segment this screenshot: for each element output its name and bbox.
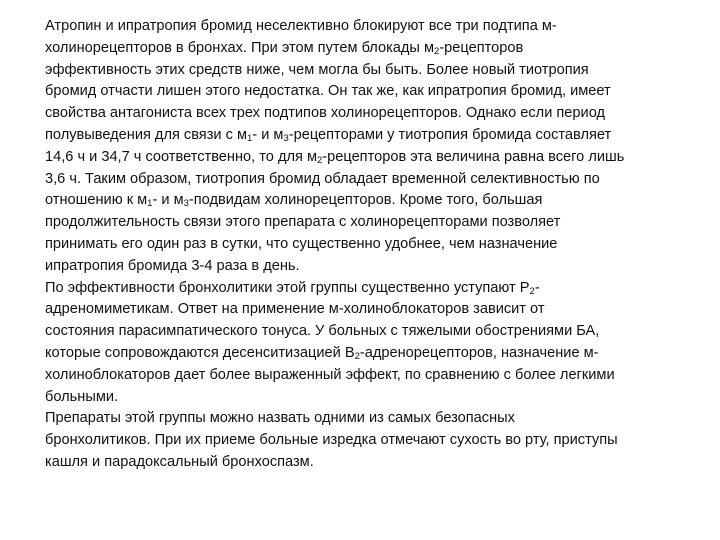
text-run: - и м: [252, 126, 284, 143]
text-line: [45, 408, 695, 430]
text-line: [45, 387, 695, 409]
body-text: [45, 16, 695, 474]
text-line: [45, 147, 695, 169]
text-run: холинорецепторов в бронхах. При этом путем блокады м: [45, 39, 435, 56]
text-run: отношению к м: [45, 192, 148, 209]
text-line: [45, 299, 695, 321]
subscript: 3: [183, 198, 189, 210]
text-line: [45, 234, 695, 256]
text-line: [45, 103, 695, 125]
text-run: -подвидам холинорецепторов. Кроме того, большая: [188, 192, 543, 209]
subscript: 2: [354, 350, 360, 362]
text-run: ипратропия бромида 3-4 раза в день.: [45, 257, 300, 274]
text-run: -адренорецепторов, назначение м-: [359, 344, 599, 361]
text-run: Препараты этой группы можно назвать одними из самых безопасных: [45, 410, 515, 427]
text-run: продолжительность связи этого препарата с холинорецепторами позволяет: [45, 214, 561, 231]
subscript: 2: [434, 45, 440, 57]
text-run: которые сопровождаются десенситизацией В: [45, 344, 355, 361]
subscript: 3: [283, 132, 289, 144]
text-run: -рецепторов: [439, 39, 524, 56]
text-line: [45, 365, 695, 387]
text-run: -: [534, 279, 540, 296]
text-line: [45, 212, 695, 234]
text-run: больными.: [45, 388, 119, 405]
text-run: По эффективности бронхолитики этой группы существенно уступают Р: [45, 279, 530, 296]
text-run: эффективность этих средств ниже, чем могла бы быть. Более новый тиотропия: [45, 61, 589, 78]
text-line: [45, 60, 695, 82]
text-line: [45, 343, 695, 365]
text-line: [45, 321, 695, 343]
text-run: бромид отчасти лишен этого недостатка. Он так же, как ипратропия бромид, имеет: [45, 83, 611, 100]
text-run: -рецепторов эта величина равна всего лишь: [322, 148, 625, 165]
text-line: [45, 16, 695, 38]
text-run: полувыведения для связи с м: [45, 126, 247, 143]
text-run: холиноблокаторов дает более выраженный эффект, по сравнению с более легкими: [45, 366, 615, 383]
text-line: [45, 38, 695, 60]
text-run: кашля и парадоксальный бронхоспазм.: [45, 453, 314, 470]
text-run: бронхолитиков. При их приеме больные изредка отмечают сухость во рту, приступы: [45, 432, 618, 449]
text-line: [45, 256, 695, 278]
text-run: состояния парасимпатического тонуса. У больных с тяжелыми обострениями БА,: [45, 323, 600, 340]
text-run: 14,6 ч и 34,7 ч соответственно, то для м: [45, 148, 317, 165]
subscript: 2: [529, 285, 535, 297]
text-run: адреномиметикам. Ответ на применение м-холиноблокаторов зависит от: [45, 301, 545, 318]
text-run: -рецепторами у тиотропия бромида составляет: [288, 126, 612, 143]
text-line: [45, 81, 695, 103]
subscript: 1: [147, 198, 153, 210]
text-line: [45, 452, 695, 474]
text-line: [45, 278, 695, 300]
text-line: [45, 169, 695, 191]
text-run: - и м: [152, 192, 184, 209]
text-line: [45, 190, 695, 212]
text-run: свойства антагониста всех трех подтипов холинорецепторов. Однако если период: [45, 105, 606, 122]
subscript: 2: [316, 154, 323, 166]
text-run: принимать его один раз в сутки, что существенно удобнее, чем назначение: [45, 235, 558, 252]
text-line: [45, 125, 695, 147]
subscript: 1: [247, 132, 253, 144]
text-run: 3,6 ч. Таким образом, тиотропия бромид обладает временной селективностью по: [45, 170, 600, 187]
text-run: Атропин и ипратропия бромид неселективно блокируют все три подтипа м-: [45, 18, 557, 34]
text-line: [45, 430, 695, 452]
